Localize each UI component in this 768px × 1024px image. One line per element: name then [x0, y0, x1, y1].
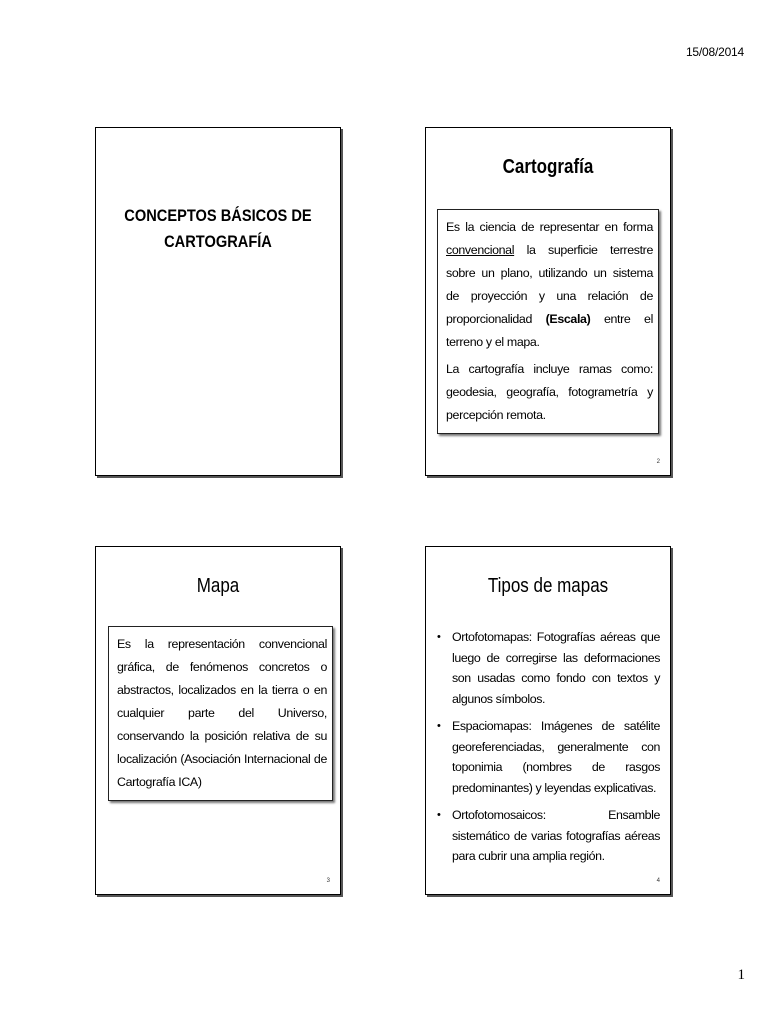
list-item-text: Espaciomapas: Imágenes de satélite georeferenciadas, generalmente con toponimia (nombres de rasgos predominantes) y leyendas explicativas.	[452, 719, 660, 795]
slide-3	[95, 546, 341, 895]
text-span: la superficie terrestre sobre un plano, utilizando un sistema de proyección y una relación de proporcionalidad	[446, 243, 653, 326]
page-number: 1	[737, 967, 745, 983]
list-item-text: Ortofotomapas: Fotografías aéreas que luego de corregirse las deformaciones son usadas como fondo con textos y algunos símbolos.	[452, 630, 660, 706]
slide-1-title	[113, 203, 323, 256]
definition-paragraph	[446, 216, 653, 354]
slide-2	[425, 127, 671, 476]
slide-number: 3	[326, 878, 330, 884]
text-span: Es la ciencia de representar en forma	[446, 220, 653, 234]
list-item	[436, 716, 660, 798]
list-item-text: Ortofotomosaicos: Ensamble sistemático de varias fotografías aéreas para cubrir una amplia región.	[452, 808, 660, 863]
slide-4	[425, 546, 671, 895]
definition-box	[108, 626, 333, 801]
map-types-list	[436, 627, 660, 874]
slide-2-title: Cartografía	[502, 156, 594, 178]
page-date: 15/08/2014	[685, 45, 744, 59]
slide-1	[95, 127, 341, 476]
slide-4-title: Tipos de mapas	[487, 575, 609, 597]
slide-3-title: Mapa	[196, 575, 240, 597]
definition-paragraph: Es la representación convencional gráfica, de fenómenos concretos o abstractos, localizados en la tierra o en cualquier parte del Universo, conservando la posición relativa de su localización (Asociación Internacional de Cartografía ICA)	[117, 637, 327, 789]
slide-number: 2	[656, 459, 660, 465]
title-line-1: CONCEPTOS BÁSICOS DE	[124, 206, 312, 225]
underlined-term: convencional	[446, 243, 515, 257]
bullet-icon: •	[437, 631, 441, 643]
slide-number: 4	[656, 878, 660, 884]
branches-paragraph: La cartografía incluye ramas como: geodesia, geografía, fotogrametría y percepción remota.	[446, 362, 653, 422]
definition-box	[437, 209, 659, 434]
bullet-icon: •	[437, 809, 441, 821]
bullet-icon: •	[437, 720, 441, 732]
title-line-2: CARTOGRAFÍA	[164, 232, 272, 252]
list-item	[436, 805, 660, 867]
list-item	[436, 627, 660, 709]
text-span: entre el terreno y el mapa.	[446, 312, 653, 349]
bold-term: (Escala)	[545, 312, 591, 326]
